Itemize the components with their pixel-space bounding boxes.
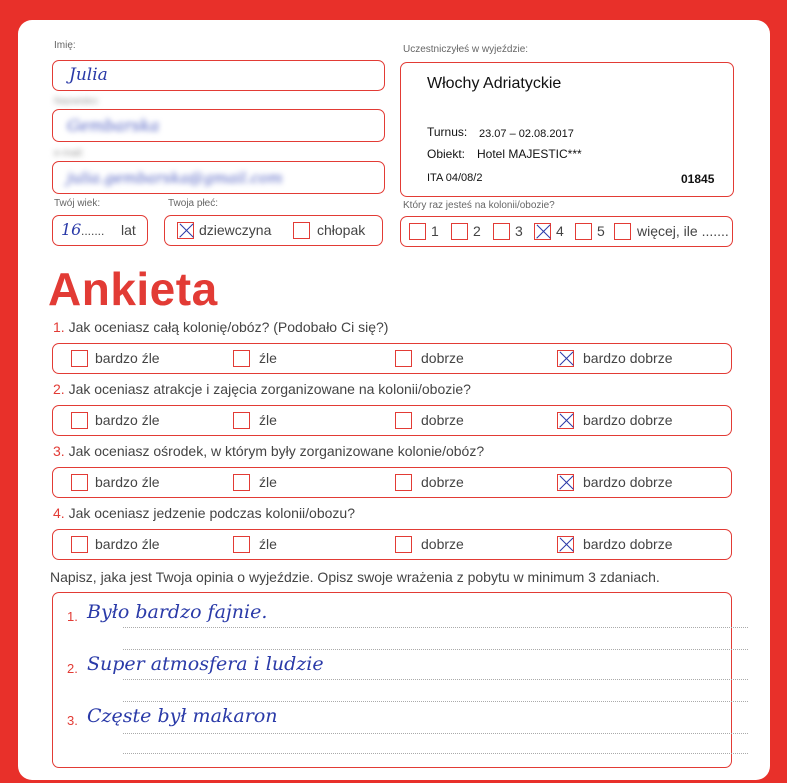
q3-bardzo-zle-label: bardzo źle <box>95 474 160 490</box>
name-label: Imię: <box>54 40 76 51</box>
answer-line-1 <box>123 627 748 628</box>
q3-dobrze-checkbox[interactable] <box>395 474 412 491</box>
q4-dobrze-label: dobrze <box>421 536 464 552</box>
q3-dobrze-label: dobrze <box>421 474 464 490</box>
question-2 <box>53 381 471 397</box>
times-5-checkbox[interactable] <box>575 223 592 240</box>
trip-code: ITA 04/08/2 <box>427 172 483 184</box>
q2-bardzo-zle-label: bardzo źle <box>95 412 160 428</box>
times-2-label: 2 <box>473 223 481 239</box>
q2-dobrze-checkbox[interactable] <box>395 412 412 429</box>
times-2-checkbox[interactable] <box>451 223 468 240</box>
q1-bardzo-dobrze-checkbox[interactable] <box>557 350 574 367</box>
object-value: Hotel MAJESTIC*** <box>477 147 582 161</box>
times-1-checkbox[interactable] <box>409 223 426 240</box>
trip-label: Uczestniczyłeś w wyjeździe: <box>403 44 529 55</box>
q2-bardzo-zle-checkbox[interactable] <box>71 412 88 429</box>
question-1-text: Jak oceniasz całą kolonię/obóz? (Podobało Ci się?) <box>68 319 389 335</box>
age-value: 16 <box>61 220 82 239</box>
name-value: Julia <box>69 65 108 85</box>
surname-value: Gembarska <box>67 116 160 135</box>
opinion-box[interactable] <box>52 592 732 768</box>
answer-3-number: 3. <box>67 713 78 728</box>
q2-bardzo-dobrze-label: bardzo dobrze <box>583 412 673 428</box>
q4-zle-label: źle <box>259 536 277 552</box>
q4-bardzo-zle-label: bardzo źle <box>95 536 160 552</box>
q2-dobrze-label: dobrze <box>421 412 464 428</box>
email-value: julia.gembarska@gmail.com <box>67 169 283 187</box>
gender-label: Twoja płeć: <box>168 198 219 209</box>
q2-zle-checkbox[interactable] <box>233 412 250 429</box>
q4-dobrze-checkbox[interactable] <box>395 536 412 553</box>
times-more-checkbox[interactable] <box>614 223 631 240</box>
gender-female-checkbox[interactable] <box>177 222 194 239</box>
turnus-label: Turnus: <box>427 125 468 139</box>
gender-male-checkbox[interactable] <box>293 222 310 239</box>
answer-line-3 <box>123 733 748 734</box>
surname-field[interactable] <box>52 109 385 142</box>
answer-3-text: Częste był makaron <box>87 705 278 727</box>
question-1-options <box>52 343 732 374</box>
q3-bardzo-dobrze-label: bardzo dobrze <box>583 474 673 490</box>
question-1 <box>53 319 388 335</box>
times-1-label: 1 <box>431 223 439 239</box>
times-3-checkbox[interactable] <box>493 223 510 240</box>
email-label: e-mail: <box>54 148 85 159</box>
gender-female-label: dziewczyna <box>199 222 272 238</box>
question-3-number: 3. <box>53 443 65 459</box>
age-field[interactable] <box>52 215 148 246</box>
q4-bardzo-dobrze-label: bardzo dobrze <box>583 536 673 552</box>
age-dots: ....... <box>81 224 105 238</box>
survey-sheet <box>18 20 770 780</box>
answer-1-text: Było bardzo fajnie. <box>87 601 268 623</box>
q4-bardzo-zle-checkbox[interactable] <box>71 536 88 553</box>
question-3-text: Jak oceniasz ośrodek, w którym były zorganizowane kolonie/obóz? <box>68 443 485 459</box>
q2-zle-label: źle <box>259 412 277 428</box>
q1-bardzo-zle-checkbox[interactable] <box>71 350 88 367</box>
question-3-options <box>52 467 732 498</box>
times-4-label: 4 <box>556 223 564 239</box>
answer-2-text: Super atmosfera i ludzie <box>87 653 324 675</box>
question-2-number: 2. <box>53 381 65 397</box>
object-label: Obiekt: <box>427 147 466 161</box>
answer-divider-1 <box>123 649 748 650</box>
answer-1-number: 1. <box>67 609 78 624</box>
q1-dobrze-label: dobrze <box>421 350 464 366</box>
age-label: Twój wiek: <box>54 198 101 209</box>
trip-box <box>400 62 734 197</box>
question-4 <box>53 505 355 521</box>
q4-bardzo-dobrze-checkbox[interactable] <box>557 536 574 553</box>
question-2-text: Jak oceniasz atrakcje i zajęcia zorganizowane na kolonii/obozie? <box>68 381 471 397</box>
q4-zle-checkbox[interactable] <box>233 536 250 553</box>
q3-bardzo-dobrze-checkbox[interactable] <box>557 474 574 491</box>
age-unit: lat <box>121 222 136 238</box>
q1-bardzo-zle-label: bardzo źle <box>95 350 160 366</box>
times-3-label: 3 <box>515 223 523 239</box>
times-5-label: 5 <box>597 223 605 239</box>
q3-bardzo-zle-checkbox[interactable] <box>71 474 88 491</box>
answer-divider-2 <box>123 701 748 702</box>
times-label: Który raz jesteś na kolonii/obozie? <box>403 200 555 211</box>
times-field <box>400 216 733 247</box>
turnus-value: 23.07 – 02.08.2017 <box>479 128 574 140</box>
question-4-number: 4. <box>53 505 65 521</box>
question-4-text: Jak oceniasz jedzenie podczas kolonii/obozu? <box>68 505 355 521</box>
q1-dobrze-checkbox[interactable] <box>395 350 412 367</box>
answer-divider-3 <box>123 753 748 754</box>
question-2-options <box>52 405 732 436</box>
gender-field <box>164 215 383 246</box>
name-field[interactable] <box>52 60 385 91</box>
question-1-number: 1. <box>53 319 65 335</box>
trip-destination: Włochy Adriatyckie <box>427 75 562 92</box>
answer-line-2 <box>123 679 748 680</box>
times-4-checkbox[interactable] <box>534 223 551 240</box>
q1-zle-label: źle <box>259 350 277 366</box>
gender-male-label: chłopak <box>317 222 366 238</box>
q2-bardzo-dobrze-checkbox[interactable] <box>557 412 574 429</box>
question-3 <box>53 443 484 459</box>
page-title: Ankieta <box>48 263 218 315</box>
q3-zle-checkbox[interactable] <box>233 474 250 491</box>
opinion-prompt: Napisz, jaka jest Twoja opinia o wyjeździe. Opisz swoje wrażenia z pobytu w minimum 3 zdaniach. <box>50 569 660 585</box>
trip-number: 01845 <box>681 172 715 186</box>
surname-label: Nazwisko: <box>54 96 100 107</box>
q3-zle-label: źle <box>259 474 277 490</box>
email-field[interactable] <box>52 161 385 194</box>
q1-bardzo-dobrze-label: bardzo dobrze <box>583 350 673 366</box>
q1-zle-checkbox[interactable] <box>233 350 250 367</box>
times-more-label: więcej, ile ....... <box>637 223 729 239</box>
question-4-options <box>52 529 732 560</box>
answer-2-number: 2. <box>67 661 78 676</box>
